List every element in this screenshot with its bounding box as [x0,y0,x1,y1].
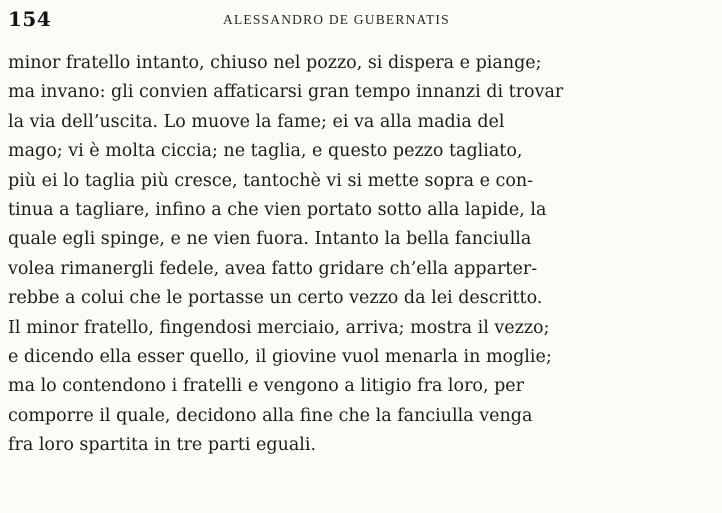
text-line: mago; vi è molta ciccia; ne taglia, e questo pezzo tagliato, [8,141,523,162]
text-line: ma invano: gli convien affaticarsi gran tempo innanzi di trovar [8,82,564,103]
text-line: minor fratello intanto, chiuso nel pozzo, si dispera e piange; [8,53,542,73]
page-header [8,6,714,34]
body-paragraph [8,49,718,460]
text-line: ma lo contendono i fratelli e vengono a litigio fra loro, per [8,376,525,397]
page-number: 154 [8,7,52,31]
text-line: volea rimanergli fedele, avea fatto gridare ch’ella apparter- [8,258,538,279]
text-line: più ei lo taglia più cresce, tantochè vi si mette sopra e con- [8,170,534,191]
text-line: comporre il quale, decidono alla fine che la fanciulla venga [8,405,533,426]
text-line: rebbe a colui che le portasse un certo vezzo da lei descritto. [8,288,543,309]
text-line: tinua a tagliare, infino a che vien portato sotto alla lapide, la [8,199,547,220]
text-line: Il minor fratello, fingendosi merciaio, arriva; mostra il vezzo; [8,317,550,338]
text-line: quale egli spinge, e ne vien fuora. Intanto la bella fanciulla [8,229,532,250]
running-head: ALESSANDRO DE GUBERNATIS [223,12,450,27]
text-line: e dicendo ella esser quello, il giovine vuol menarla in moglie; [8,346,552,367]
text-line: la via dell’uscita. Lo muove la fame; ei va alla madia del [8,111,505,132]
text-line: fra loro spartita in tre parti eguali. [8,435,317,456]
